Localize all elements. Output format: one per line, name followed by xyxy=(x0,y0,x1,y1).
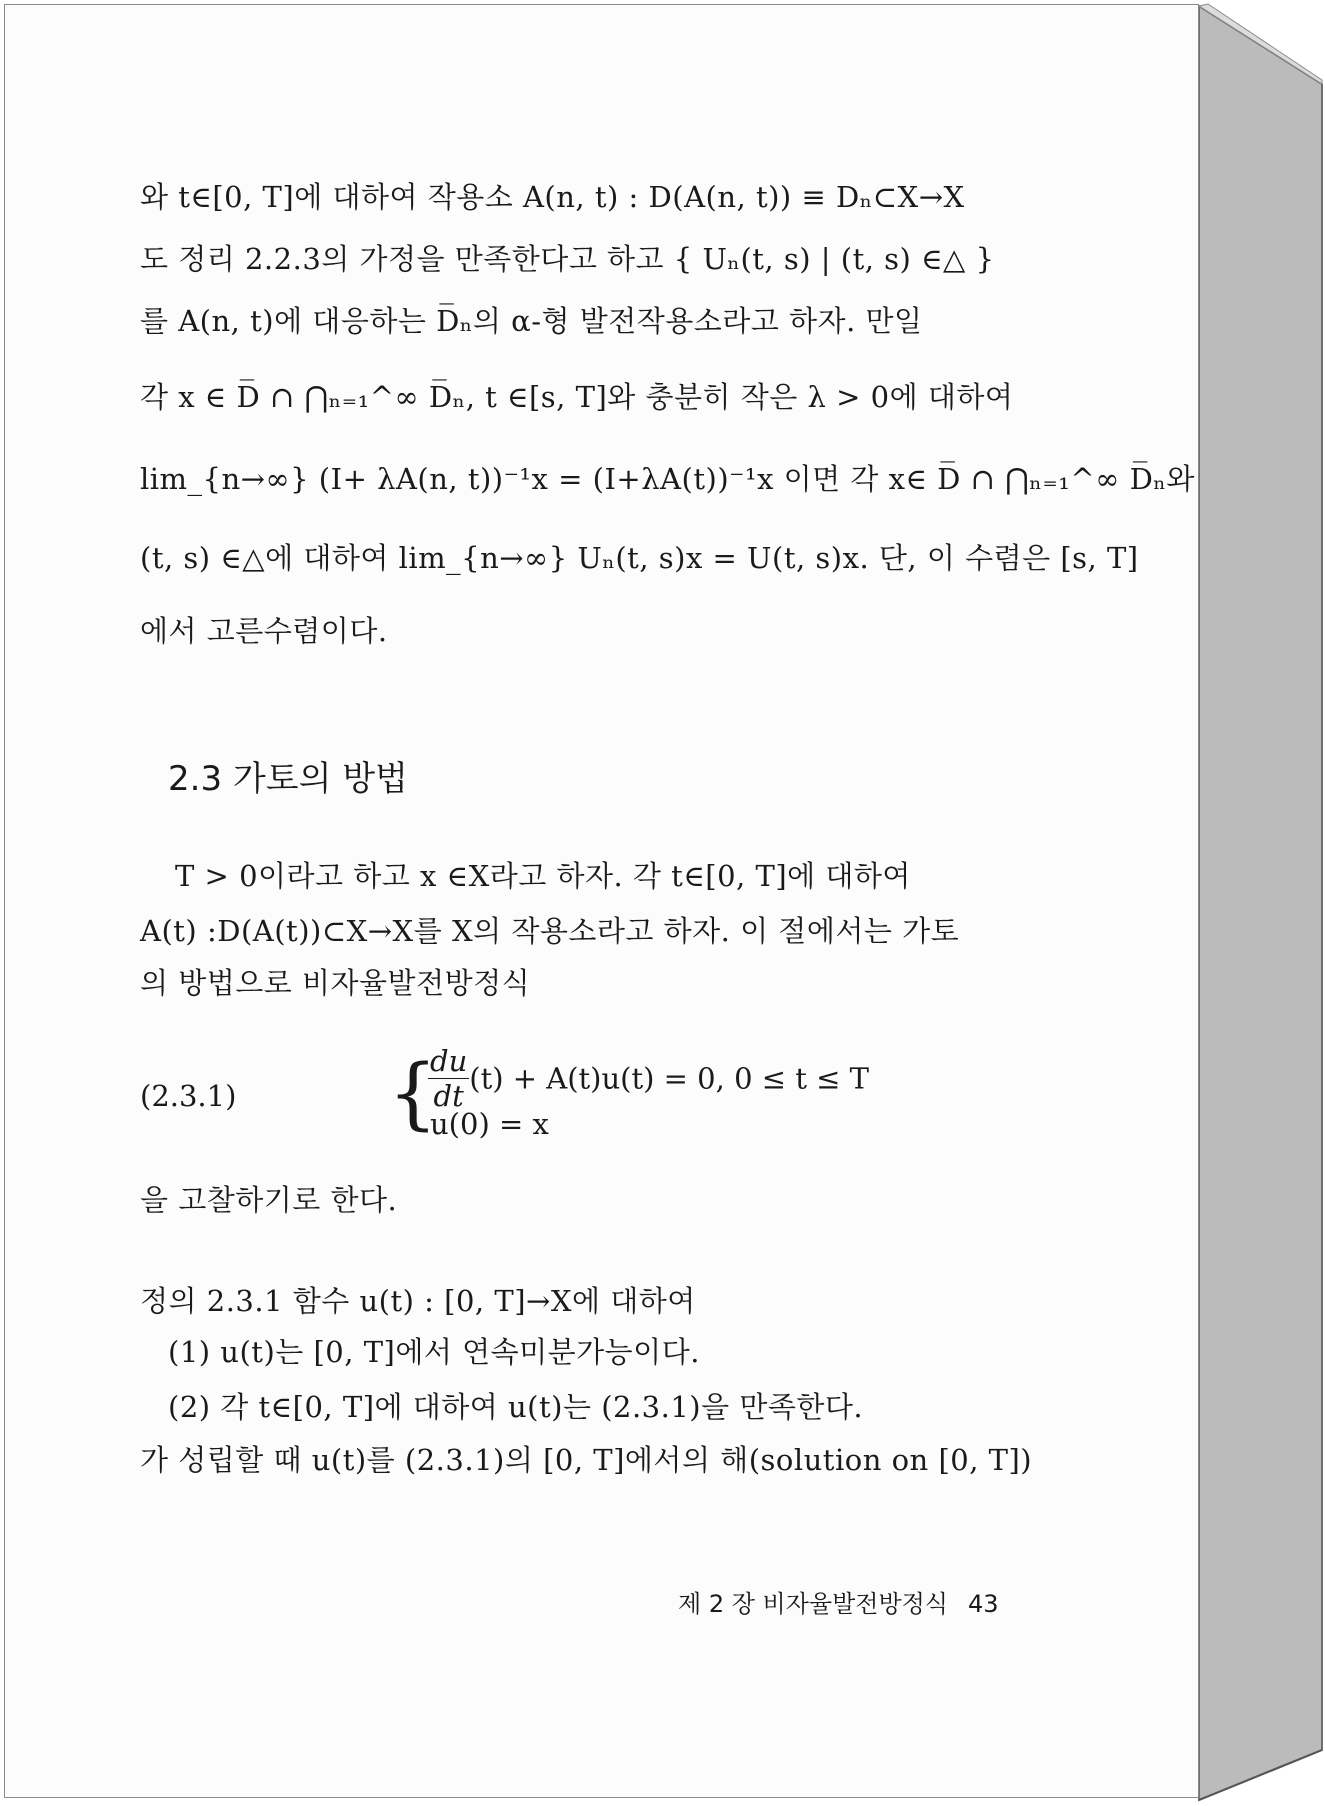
definition-item-2: (2) 각 t∈[0, T]에 대하여 u(t)는 (2.3.1)을 만족한다. xyxy=(168,1390,864,1424)
fraction xyxy=(428,1044,469,1113)
paragraph-1-line-6: (t, s) ∈△에 대하여 lim_{n→∞} Uₙ(t, s)x = U(t, s)x. 단, 이 수렴은 [s, T] xyxy=(140,541,1139,575)
equation-number: (2.3.1) xyxy=(140,1079,237,1113)
paragraph-1-line-5: lim_{n→∞} (I+ λA(n, t))⁻¹x = (I+λA(t))⁻¹x 이면 각 x∈ D̅ ∩ ⋂ₙ₌₁^∞ D̅ₙ와 xyxy=(140,462,1195,496)
paragraph-2-line-1: T > 0이라고 하고 x ∈X라고 하자. 각 t∈[0, T]에 대하여 xyxy=(175,859,911,893)
equation-line-1-rest: (t) + A(t)u(t) = 0, 0 ≤ t ≤ T xyxy=(469,1061,869,1096)
equation-brace: { xyxy=(388,1049,438,1139)
equation-line-2: u(0) = x xyxy=(430,1107,549,1141)
after-equation-text: 을 고찰하기로 한다. xyxy=(140,1183,398,1217)
paragraph-2-line-2: A(t) :D(A(t))⊂X→X를 X의 작용소라고 하자. 이 절에서는 가토 xyxy=(140,914,960,948)
footer-chapter: 제 2 장 비자율발전방정식 xyxy=(678,1590,948,1618)
fraction-numerator: du xyxy=(430,1044,468,1078)
equation-line-1 xyxy=(428,1044,869,1113)
section-heading: 2.3 가토의 방법 xyxy=(168,759,408,799)
fraction-denominator: dt xyxy=(433,1079,464,1113)
paragraph-1-line-4: 각 x ∈ D̅ ∩ ⋂ₙ₌₁^∞ D̅ₙ, t ∈[s, T]와 충분히 작은 λ > 0에 대하여 xyxy=(140,380,1014,414)
definition-line-4: 가 성립할 때 u(t)를 (2.3.1)의 [0, T]에서의 해(solution on [0, T]) xyxy=(140,1443,1033,1477)
spine-face xyxy=(1199,6,1322,1800)
paragraph-1-line-2: 도 정리 2.2.3의 가정을 만족한다고 하고 { Uₙ(t, s) | (t, s) ∈△ } xyxy=(140,242,995,276)
paragraph-1-line-7: 에서 고른수렴이다. xyxy=(140,614,388,648)
definition-line-1: 정의 2.3.1 함수 u(t) : [0, T]→X에 대하여 xyxy=(140,1284,696,1318)
page-number: 43 xyxy=(968,1590,999,1618)
paragraph-2-line-3: 의 방법으로 비자율발전방정식 xyxy=(140,966,531,1000)
paragraph-1-line-3: 를 A(n, t)에 대응하는 D̅ₙ의 α-형 발전작용소라고 하자. 만일 xyxy=(140,304,923,338)
definition-item-1: (1) u(t)는 [0, T]에서 연속미분가능이다. xyxy=(168,1335,700,1369)
paragraph-1-line-1: 와 t∈[0, T]에 대하여 작용소 A(n, t) : D(A(n, t)) ≡ Dₙ⊂X→X xyxy=(140,180,965,214)
